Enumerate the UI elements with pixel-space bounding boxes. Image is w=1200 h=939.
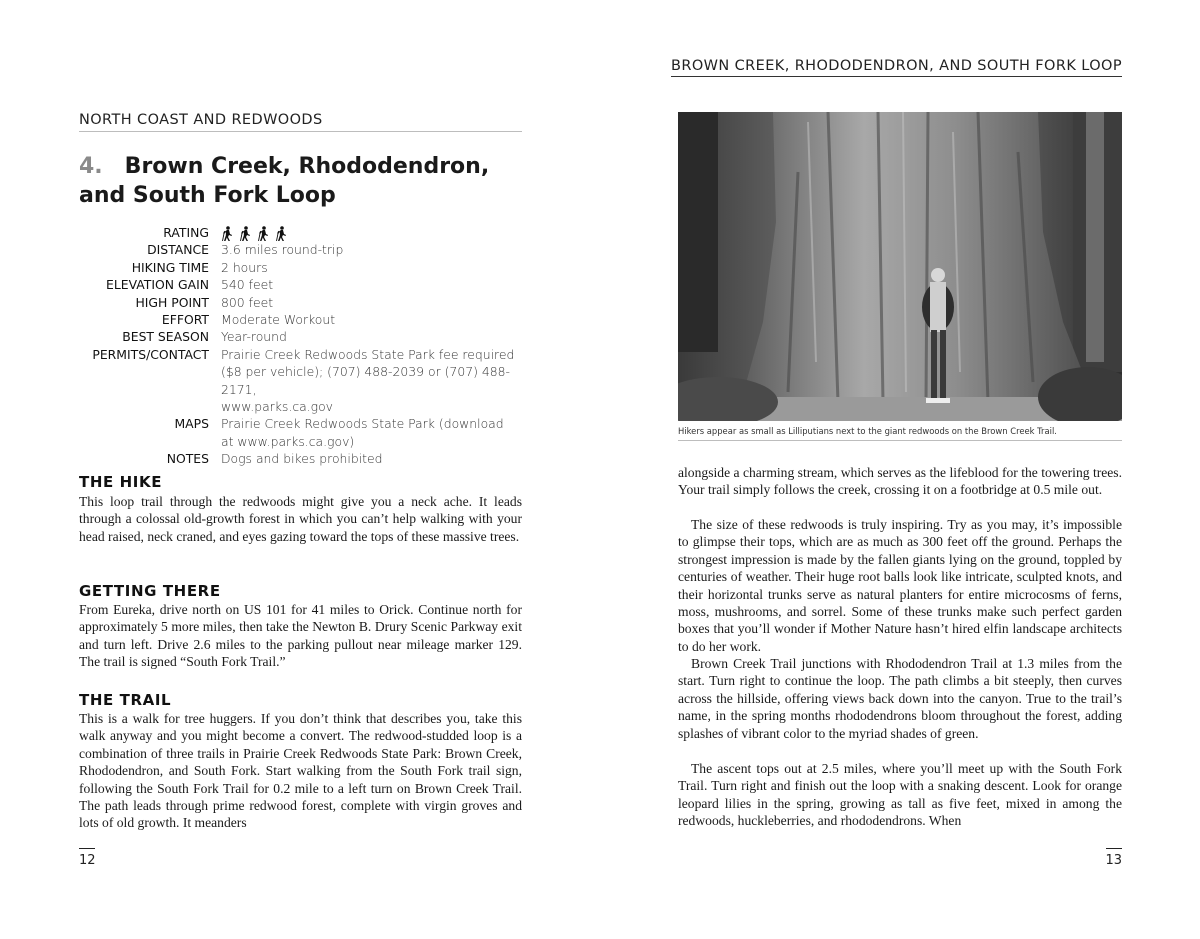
- stat-maps: [79, 415, 519, 450]
- maps-line-1: Prairie Creek Redwoods State Park (download: [221, 416, 504, 432]
- photo-caption: Hikers appear as small as Lilliputians next to the giant redwoods on the Brown Creek Trail.: [678, 426, 1122, 441]
- stat-label: EFFORT: [161, 312, 209, 328]
- stat-hiking-time: [79, 259, 519, 276]
- permits-line-3: www.parks.ca.gov: [221, 399, 334, 415]
- hiker-icon: [275, 226, 288, 241]
- stat-label: ELEVATION GAIN: [106, 277, 209, 293]
- stat-label: NOTES: [166, 451, 209, 467]
- stat-label: DISTANCE: [147, 242, 209, 258]
- body-paragraph-3: Brown Creek Trail junctions with Rhododendron Trail at 1.3 miles from the start. Turn right to continue the loop. The path climbs a bit steeply, then curves across the hillside, offering views back down into the canyon. True to the trail’s name, in the spring months rhododendrons bloom throughout the forest, adding splashes of vibrant color to the myriad shades of green.: [678, 656, 1122, 741]
- hiker-icon: [221, 226, 234, 241]
- title-line-2: and South Fork Loop: [79, 183, 336, 208]
- stat-value: 540 feet: [221, 277, 274, 293]
- stat-label: RATING: [163, 225, 209, 240]
- body-paragraph-4: The ascent tops out at 2.5 miles, where you’ll meet up with the South Fork Trail. Turn right and finish out the loop with a snaking descent. Look for orange leopard lilies in the spring, growing as tall as five feet, mixed in among the redwoods, huckleberries, and rhododendrons. When: [678, 761, 1122, 829]
- stat-effort: [79, 311, 519, 328]
- right-page: [600, 0, 1200, 939]
- folio-rule: [79, 848, 95, 849]
- redwood-photo: [678, 112, 1122, 421]
- stat-value: 800 feet: [221, 294, 274, 310]
- folio-rule: [1106, 848, 1122, 849]
- hiker-icon: [239, 226, 252, 241]
- stat-value: Year-round: [221, 329, 287, 345]
- getting-there-text: From Eureka, drive north on US 101 for 41 miles to Orick. Continue north for approximately 5 more miles, then take the Newton B. Drury Scenic Parkway exit and turn left. Drive 2.6 miles to the parking pullout near mileage marker 129. The trail is signed “South Fork Trail.”: [79, 602, 522, 670]
- stat-label: MAPS: [174, 416, 209, 432]
- hike-title: [79, 152, 519, 210]
- stat-label: PERMITS/CONTACT: [92, 346, 209, 362]
- body-paragraph-1: alongside a charming stream, which serves as the lifeblood for the towering trees. Your trail simply follows the creek, crossing it on a footbridge at 0.5 mile out.: [678, 465, 1122, 498]
- stat-label: HIKING TIME: [131, 259, 209, 275]
- stat-label: BEST SEASON: [122, 329, 209, 345]
- page-number-text: 12: [79, 853, 96, 868]
- stat-value: Dogs and bikes prohibited: [221, 451, 383, 467]
- section-heading-getting-there: GETTING THERE: [79, 582, 221, 600]
- hike-number: 4.: [79, 154, 103, 179]
- page-number: [1105, 848, 1122, 868]
- rating-boots: [221, 226, 288, 241]
- hike-stats: [79, 224, 519, 468]
- stat-distance: [79, 241, 519, 258]
- page-number-text: 13: [1105, 853, 1122, 868]
- stat-value: 3.6 miles round-trip: [221, 242, 344, 258]
- redwood-photo-illustration: [678, 112, 1122, 421]
- maps-line-2: at www.parks.ca.gov): [221, 433, 355, 449]
- stat-notes: [79, 450, 519, 467]
- stat-best-season: [79, 328, 519, 345]
- stat-value: Moderate Workout: [221, 312, 336, 328]
- hiker-icon: [257, 226, 270, 241]
- stat-rating: [79, 224, 519, 241]
- stat-permits: [79, 346, 519, 416]
- running-head: NORTH COAST AND REDWOODS: [79, 112, 522, 132]
- stat-high-point: [79, 294, 519, 311]
- stat-elevation-gain: [79, 276, 519, 293]
- page-number: [79, 848, 96, 868]
- title-line-1: Brown Creek, Rhododendron,: [124, 154, 490, 179]
- stat-label: HIGH POINT: [135, 294, 209, 310]
- the-trail-text: This is a walk for tree huggers. If you don’t think that describes you, take this walk anyway and you might become a convert. The redwood-studded loop is a combination of three trails in Prairie Creek Redwoods State Park: Brown Creek, Rhododendron, and South Fork. Start walking from the South Fork trail sign, following the South Fork Trail for 0.2 mile to a left turn on Brown Creek Trail. The path leads through prime redwood forest, complete with virgin groves and lots of old growth. It meanders: [79, 711, 522, 831]
- permits-line-2: ($8 per vehicle); (707) 488-2039 or (707) 488-2171,: [221, 364, 510, 397]
- permits-line-1: Prairie Creek Redwoods State Park fee required: [221, 346, 515, 362]
- running-head: BROWN CREEK, RHODODENDRON, AND SOUTH FORK LOOP: [671, 58, 1122, 77]
- section-heading-the-trail: THE TRAIL: [79, 691, 172, 709]
- the-hike-text: This loop trail through the redwoods might give you a neck ache. It leads through a colossal old-growth forest in which you can’t help walking with your head raised, neck craned, and eyes gazing toward the tops of these massive trees.: [79, 494, 522, 544]
- section-heading-the-hike: THE HIKE: [79, 473, 163, 491]
- body-paragraph-2: The size of these redwoods is truly inspiring. Try as you may, it’s impossible to glimpse their tops, which are as much as 300 feet off the ground. Perhaps the strongest impression is made by the fallen giants lying on the ground, toppled by centuries of weather. Their huge root balls look like intricate, sculpted knots, and their horizontal trunks serve as natural planters for entire microcosms of ferns, moss, mushrooms, and sorrel. Some of these trunks make such perfect garden boxes that you’ll wonder if Mother Nature hasn’t hired elfin landscape architects to do her work.: [678, 517, 1122, 654]
- stat-value: 2 hours: [221, 259, 268, 275]
